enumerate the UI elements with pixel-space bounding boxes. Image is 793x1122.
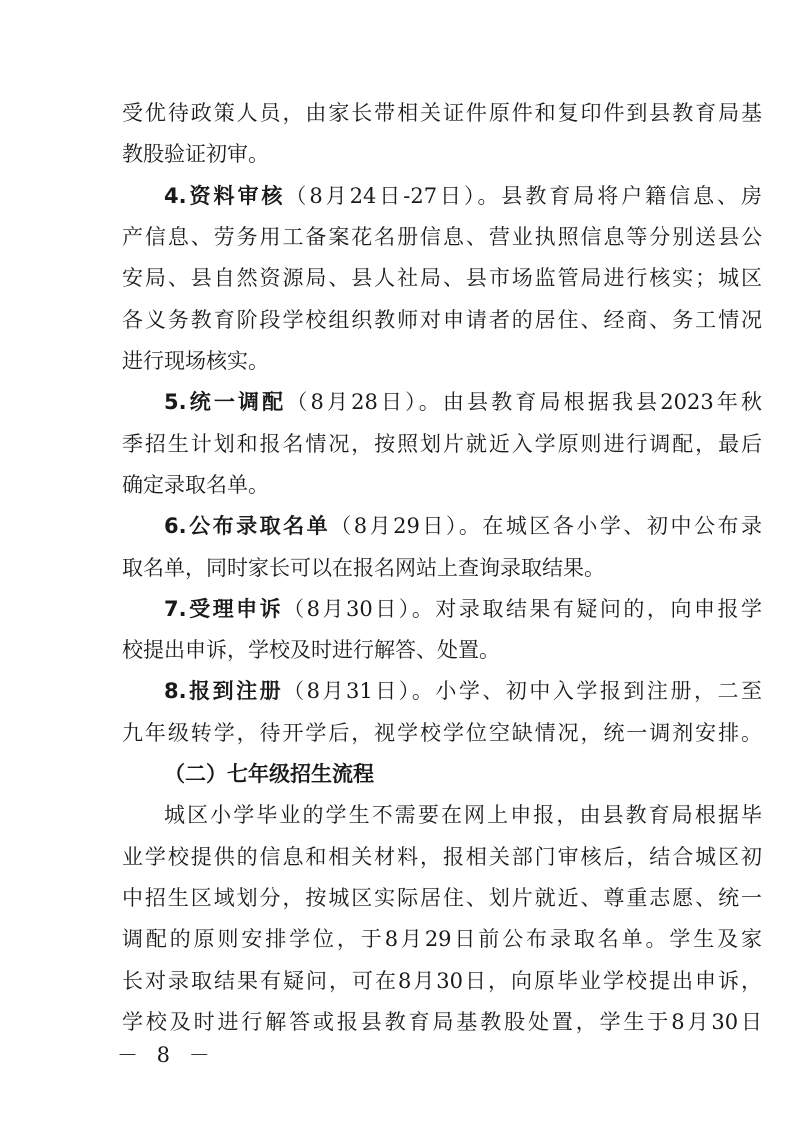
body-line: 季招生计划和报名情况，按照划片就近入学原则进行调配，最后 [122, 431, 762, 456]
item-lead: 4.资料审核 [164, 183, 286, 208]
item-text: （8月30日）。对录取结果有疑问的，向申报学 [283, 596, 762, 621]
body-line: 教股验证初审。 [122, 142, 269, 167]
list-item-6 [164, 506, 762, 546]
item-lead: 8.报到注册 [164, 679, 284, 704]
body-line: 学校及时进行解答或报县教育局基教股处置，学生于8月30日 [122, 1010, 762, 1034]
section-heading: （二）七年级招生流程 [164, 762, 374, 787]
body-line: 九年级转学，待开学后，视学校学位空缺情况，统一调剂安排。 [122, 720, 762, 745]
body-line: 产信息、劳务用工备案花名册信息、营业执照信息等分别送县公 [122, 224, 762, 249]
item-text: （8月24日-27日）。县教育局将户籍信息、房 [285, 183, 762, 208]
body-line: 城区小学毕业的学生不需要在网上申报，由县教育局根据毕 [164, 803, 762, 828]
body-line: 安局、县自然资源局、县人社局、县市场监管局进行核实；城区 [122, 266, 762, 291]
item-lead: 6.公布录取名单 [164, 514, 331, 539]
item-lead: 5.统一调配 [164, 390, 287, 415]
body-line: 中招生区域划分，按城区实际居住、划片就近、尊重志愿、统一 [122, 886, 762, 911]
body-line: 校提出申诉，学校及时进行解答、处置。 [122, 638, 500, 663]
body-line: 业学校提供的信息和相关材料，报相关部门审核后，结合城区初 [122, 844, 762, 869]
body-line: 取名单，同时家长可以在报名网站上查询录取结果。 [122, 555, 605, 580]
body-line: 确定录取名单。 [122, 472, 269, 497]
item-text: （8月28日）。由县教育局根据我县2023年秋 [286, 390, 762, 415]
list-item-8 [164, 671, 762, 711]
body-line: 各义务教育阶段学校组织教师对申请者的居住、经商、务工情况 [122, 307, 762, 332]
body-line: 进行现场核实。 [122, 348, 269, 373]
page-number: － 8 － [117, 1043, 216, 1067]
body-line: 受优待政策人员，由家长带相关证件原件和复印件到县教育局基 [122, 101, 762, 125]
item-text: （8月29日）。在城区各小学、初中公布录 [330, 514, 762, 539]
item-text: （8月31日）。小学、初中入学报到注册，二至 [283, 679, 762, 704]
list-item-7 [164, 589, 762, 629]
body-line: 长对录取结果有疑问，可在8月30日，向原毕业学校提出申诉， [122, 968, 762, 993]
item-lead: 7.受理申诉 [164, 596, 284, 621]
body-line: 调配的原则安排学位，于8月29日前公布录取名单。学生及家 [122, 927, 762, 952]
list-item-5 [164, 382, 762, 422]
list-item-4 [164, 176, 762, 216]
